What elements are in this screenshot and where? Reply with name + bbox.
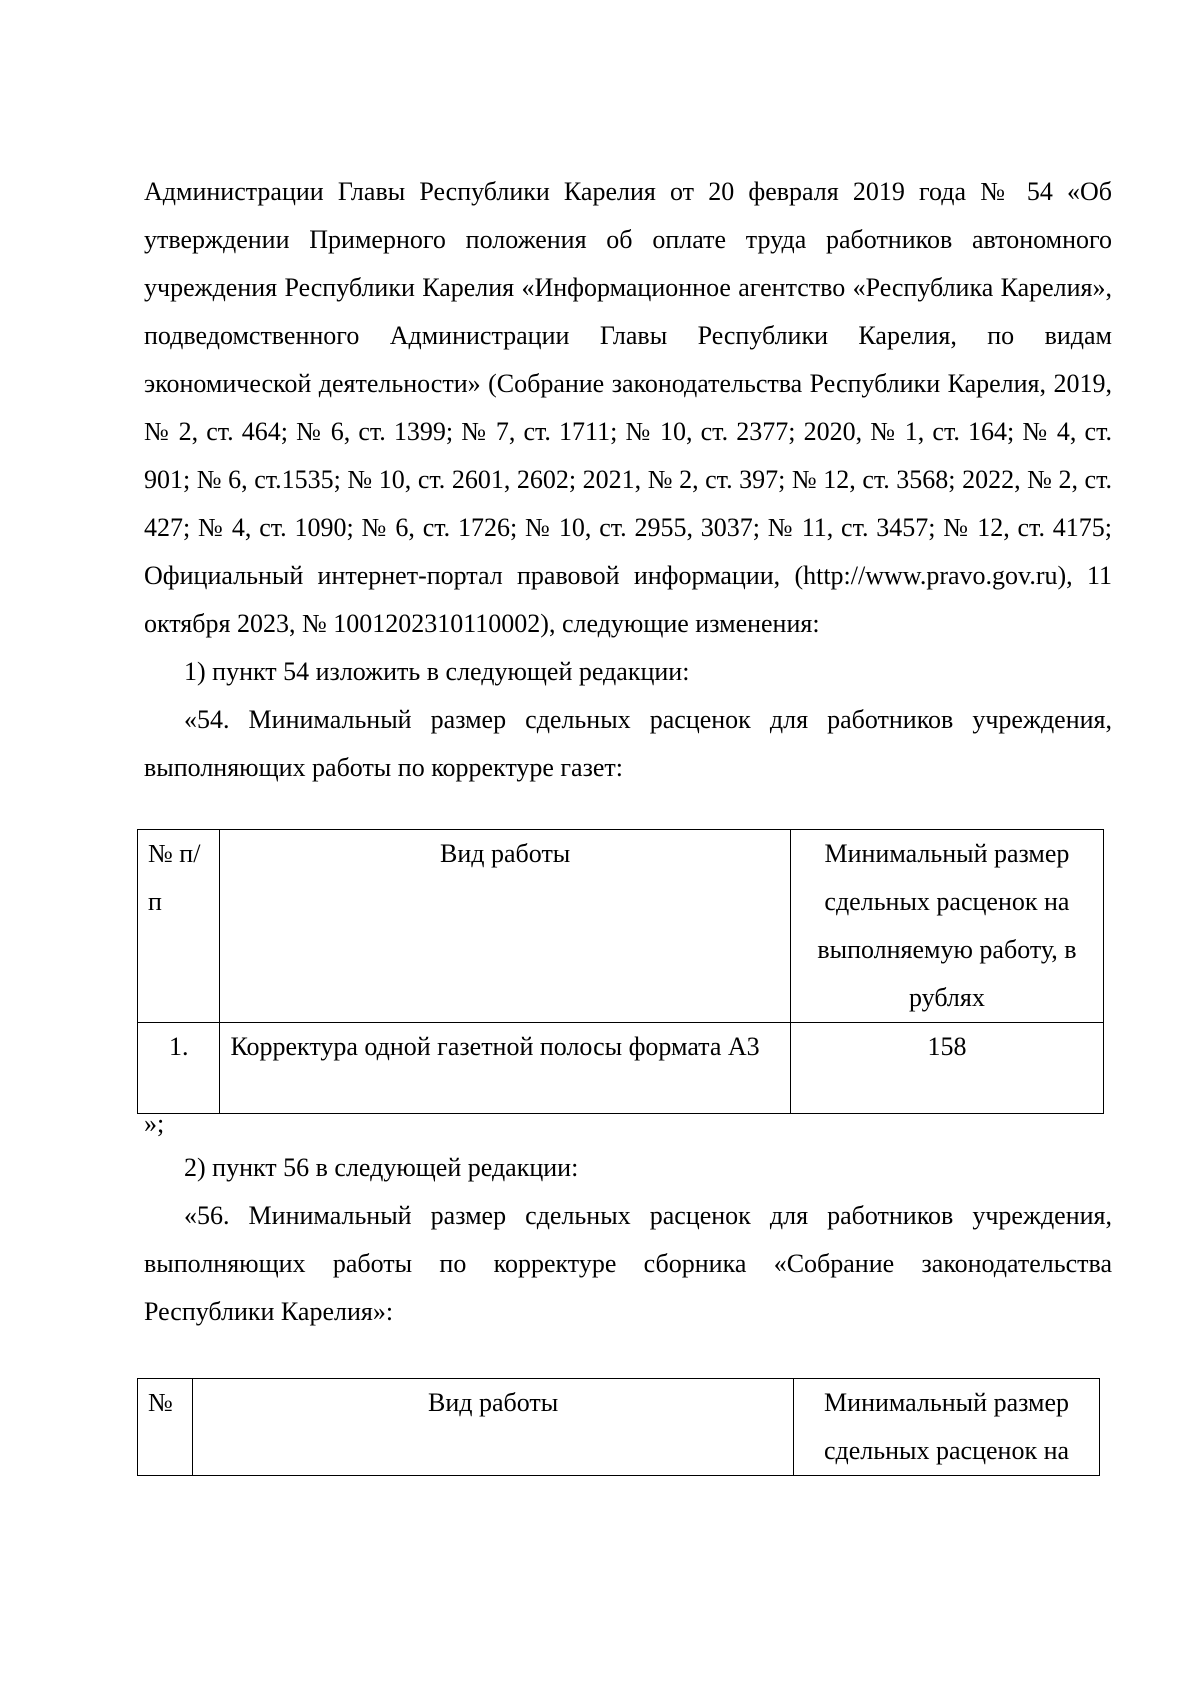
item-1: 1) пункт 54 изложить в следующей редакции: bbox=[184, 657, 690, 686]
item-1-quote-line-2: выполняющих работы по корректуре газет: bbox=[144, 753, 623, 782]
row-num: 1. bbox=[138, 1023, 220, 1114]
rates-table-2 bbox=[137, 1378, 1100, 1476]
table-header-row bbox=[138, 830, 1104, 1023]
header-num: № п/п bbox=[138, 830, 220, 1023]
item-2: 2) пункт 56 в следующей редакции: bbox=[184, 1153, 579, 1182]
intro-paragraph: Администрации Главы Республики Карелия от 20 февраля 2019 года № 54 «Об утверждении Примерного положения об оплате труда работников автономного учреждения Республики Карелия «Информационное агентство «Республика Карелия», подведомственного Администрации Главы Республики Карелия, по видам экономической деятельности» (Собрание законодательства Республики Карелия, 2019, № 2, ст. 464; № 6, ст. 1399; № 7, ст. 1711; № 10, ст. 2377; 2020, № 1, ст. 164; № 4, ст. 901; № 6, ст.1535; № 10, ст. 2601, 2602; 2021, № 2, ст. 397; № 12, ст. 3568; 2022, № 2, ст. 427; № 4, ст. 1090; № 6, ст. 1726; № 10, ст. 2955, 3037; № 11, ст. 3457; № 12, ст. 4175; Официальный интернет-портал правовой информации, (http://www.pravo.gov.ru), 11 октября 2023, № 1001202310110002), следующие изменения: bbox=[144, 177, 1112, 638]
item-2-quote-line-1: «56. Минимальный размер сдельных расценок для работников учреждения, bbox=[184, 1201, 1112, 1230]
item-1-quote-line-1: «54. Минимальный размер сдельных расценок для работников учреждения, bbox=[184, 705, 1112, 734]
header-rate: Минимальный размер сдельных расценок на выполняемую работу, в рублях bbox=[790, 830, 1103, 1023]
header-num: № bbox=[138, 1379, 193, 1476]
item-2-quote-line-2: выполняющих работы по корректуре сборника «Собрание законодательства bbox=[144, 1249, 1112, 1278]
header-rate: Минимальный размер сдельных расценок на bbox=[794, 1379, 1100, 1476]
header-work: Вид работы bbox=[220, 830, 790, 1023]
row-rate: 158 bbox=[790, 1023, 1103, 1114]
rates-table-1 bbox=[137, 829, 1104, 1114]
table-header-row bbox=[138, 1379, 1100, 1476]
row-work: Корректура одной газетной полосы формата А3 bbox=[220, 1023, 790, 1114]
closing-mark: »; bbox=[144, 1109, 165, 1138]
header-work: Вид работы bbox=[193, 1379, 794, 1476]
item-2-quote-line-3: Республики Карелия»: bbox=[144, 1297, 394, 1326]
